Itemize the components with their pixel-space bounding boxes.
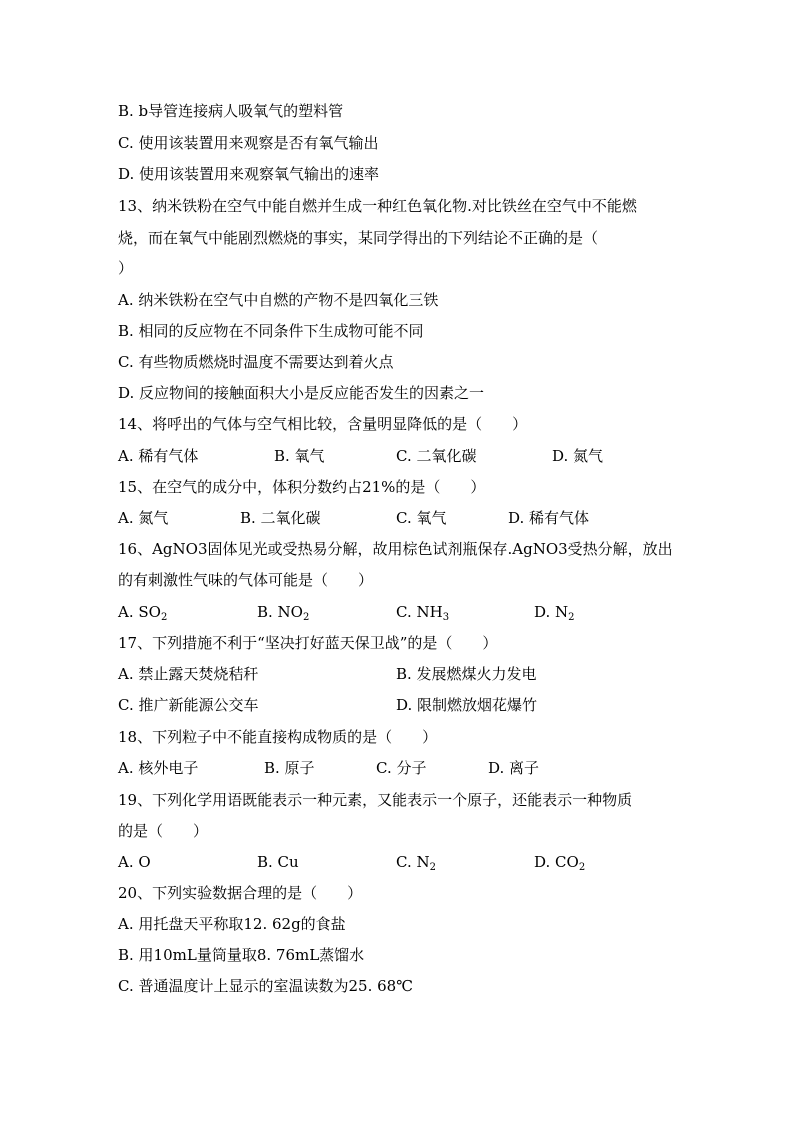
q19-option-c: C. $N_2$ [396,853,436,873]
q16-option-b: B. $NO_2$ [257,603,310,623]
q13-stem-line3: ） [118,259,134,277]
q19-option-a: A. O [118,853,151,871]
q16-options [118,602,698,622]
q19-options [118,852,698,872]
q13-option-b: B. 相同的反应物在不同条件下生成物可能不同 [118,322,424,340]
q19-stem-line1: 19、下列化学用语既能表示一种元素，又能表示一个原子，还能表示一种物质 [118,791,633,809]
q17-stem: 17、下列措施不利于“坚决打好蓝天保卫战”的是（ ） [118,634,498,652]
q18-options [118,758,698,778]
q16-option-c: C. $NH_3$ [396,603,450,623]
q15-stem: 15、在空气的成分中，体积分数约占21%的是（ ） [118,478,486,496]
q17-options-row1 [118,664,698,684]
q15-option-d: D. 稀有气体 [508,509,590,527]
q14-option-a: A. 稀有气体 [118,447,199,465]
q16-stem-line2: 的有刺激性气味的气体可能是（ ） [118,571,374,589]
q14-option-c: C. 二氧化碳 [396,447,477,465]
q14-option-d: D. 氮气 [552,447,604,465]
q12-option-c: C. 使用该装置用来观察是否有氧气输出 [118,134,379,152]
q13-option-c: C. 有些物质燃烧时温度不需要达到着火点 [118,353,394,371]
q15-option-c: C. 氧气 [396,509,447,527]
q20-option-b: B. 用10mL量筒量取8. 76mL蒸馏水 [118,946,365,964]
q19-stem-line2: 的是（ ） [118,822,209,840]
q18-option-b: B. 原子 [264,759,315,777]
q17-option-a: A. 禁止露天焚烧秸秆 [118,665,259,683]
q14-stem: 14、将呼出的气体与空气相比较，含量明显降低的是（ ） [118,415,528,433]
q15-options [118,508,698,528]
q12-option-b: B. b导管连接病人吸氧气的塑料管 [118,102,344,120]
q16-option-d: D. $N_2$ [534,603,575,623]
q16-option-a: A. $SO_2$ [118,603,168,623]
q14-options [118,446,698,466]
q14-option-b: B. 氧气 [274,447,325,465]
q17-options-row2 [118,695,698,715]
q19-option-b: B. Cu [257,853,299,871]
q20-stem: 20、下列实验数据合理的是（ ） [118,884,363,902]
q17-option-b: B. 发展燃煤火力发电 [396,665,537,683]
q13-option-a: A. 纳米铁粉在空气中自燃的产物不是四氧化三铁 [118,291,439,309]
q20-option-a: A. 用托盘天平称取12. 62g的食盐 [118,915,346,933]
q19-option-d: D. $CO_2$ [534,853,586,873]
q18-stem: 18、下列粒子中不能直接构成物质的是（ ） [118,728,438,746]
q17-option-d: D. 限制燃放烟花爆竹 [396,696,538,714]
q18-option-c: C. 分子 [376,759,427,777]
q12-option-d: D. 使用该装置用来观察氧气输出的速率 [118,165,380,183]
q15-option-a: A. 氮气 [118,509,169,527]
q18-option-d: D. 离子 [488,759,540,777]
q13-stem-line2: 烧，而在氧气中能剧烈燃烧的事实，某同学得出的下列结论不正确的是（ [118,229,599,247]
q13-option-d: D. 反应物间的接触面积大小是反应能否发生的因素之一 [118,384,485,402]
q18-option-a: A. 核外电子 [118,759,199,777]
q20-option-c: C. 普通温度计上显示的室温读数为25. 68℃ [118,977,413,995]
q16-stem-line1: 16、AgNO3固体见光或受热易分解，故用棕色试剂瓶保存.AgNO3受热分解，放出 [118,540,673,558]
q15-option-b: B. 二氧化碳 [240,509,321,527]
q17-option-c: C. 推广新能源公交车 [118,696,259,714]
q13-stem-line1: 13、纳米铁粉在空气中能自燃并生成一种红色氧化物.对比铁丝在空气中不能燃 [118,197,637,215]
